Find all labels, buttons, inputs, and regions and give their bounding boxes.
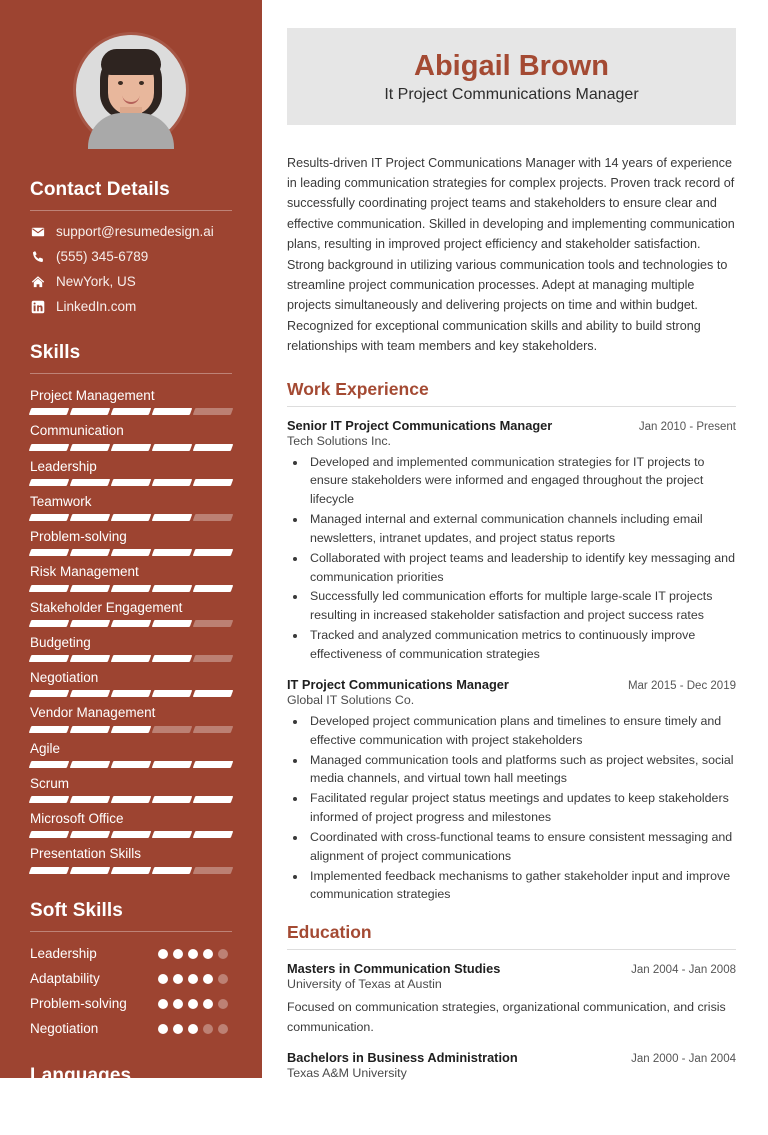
list-item: • Developed project communication plans and timelines to ensure timely and effective communication with project stakeholders [307,712,736,750]
rating-dot [218,949,228,959]
skill-level-segment [70,549,111,556]
skill-item [30,387,232,415]
skill-level-bar [29,549,234,556]
skill-level-segment [193,796,234,803]
skill-level-segment [152,585,193,592]
skill-level-segment [70,867,111,874]
skill-level-segment [29,479,70,486]
skill-level-segment [152,690,193,697]
skill-level-segment [152,549,193,556]
list-item: • Managed internal and external communication channels including email newsletters, intranet updates, and project status reports [307,510,736,548]
work-experience-section [287,379,736,905]
entry-title: Masters in Communication Studies [287,961,501,977]
rating-dot [203,949,213,959]
skill-level-bar [29,620,234,627]
languages-tag-list [30,1110,232,1135]
skill-level-segment [111,796,152,803]
envelope-icon [30,224,45,239]
skill-level-segment [70,479,111,486]
contact-divider [30,210,232,211]
skill-level-segment [29,831,70,838]
soft-skill-row [30,1020,232,1038]
list-item: • Managed communication tools and platforms such as project websites, social media channels, and virtual town hall meetings [307,751,736,789]
skill-level-segment [111,585,152,592]
rating-dot [173,974,183,984]
list-item: • Facilitated regular project status meetings and updates to keep stakeholders informed of project progress and milestones [307,789,736,827]
skill-level-segment [29,867,70,874]
skill-label: Negotiation [30,670,99,686]
skill-level-bar [29,479,234,486]
rating-dot [218,974,228,984]
rating-dot [203,999,213,1009]
skill-level-bar [29,796,234,803]
languages-heading: Languages [30,1064,132,1086]
skill-level-segment [152,761,193,768]
name-banner [287,28,736,125]
skill-item [30,704,232,732]
skill-level-segment [70,655,111,662]
skill-item [30,422,232,450]
home-icon [30,274,45,289]
education-entries [287,961,736,1079]
skill-level-segment [29,761,70,768]
resume-entry [287,1050,736,1080]
skill-label: Stakeholder Engagement [30,599,183,615]
skill-level-segment [152,796,193,803]
entry-title: IT Project Communications Manager [287,676,509,692]
skill-level-bar [29,585,234,592]
entry-header [287,961,736,976]
skill-label: Project Management [30,388,155,403]
skill-level-segment [29,690,70,697]
skill-item [30,458,232,486]
skill-level-segment [70,796,111,803]
rating-dot [188,1024,198,1034]
soft-skill-row [30,995,232,1013]
skill-label: Problem-solving [30,529,127,545]
skill-level-segment [193,585,234,592]
skill-level-segment [152,514,193,521]
list-item: • Coordinated with cross-functional teams to ensure consistent messaging and alignment of project communications [307,828,736,866]
skill-level-segment [152,620,193,627]
avatar-eye-right-icon [139,81,144,85]
skill-level-segment [29,408,70,415]
soft-skill-label: Negotiation [30,1021,99,1037]
skill-level-segment [193,761,234,768]
skill-level-segment [70,408,111,415]
rating-dot [173,999,183,1009]
skill-level-segment [70,831,111,838]
skill-level-segment [111,761,152,768]
skill-level-segment [70,444,111,451]
skill-level-segment [70,761,111,768]
skills-divider [30,373,232,374]
skill-level-segment [111,408,152,415]
work-experience-entries [287,418,736,905]
contact-item-phone[interactable] [30,249,232,264]
avatar-body-icon [88,113,174,149]
skill-level-bar [29,831,234,838]
skill-level-segment [29,655,70,662]
phone-icon [30,249,45,264]
list-item: • Implemented feedback mechanisms to gather stakeholder input and improve communication strategies [307,867,736,905]
professional-summary: Results-driven IT Project Communications Manager with 14 years of experience in leading communication strategies for complex projects. Proven track record of successfully coordinating project teams and stakeholders to ensure clear and effective communication. Skilled in developing and implementing communication plans, resulting in improved project efficiency and stakeholder satisfaction. Strong background in utilizing various communication tools and technologies to streamline project communication processes. Adept at managing multiple projects simultaneously and delivering projects on time and within budget. Recognized for exceptional communication skills and ability to build strong relationships with team members and key stakeholders. [287,155,735,354]
contact-item-email[interactable] [30,224,232,239]
soft-skill-label: Adaptability [30,970,100,986]
entry-date-range: Jan 2004 - Jan 2008 [631,964,736,977]
skill-item [30,775,232,803]
skill-level-segment [193,831,234,838]
work-experience-heading: Work Experience [287,378,429,399]
skill-level-segment [193,408,234,415]
job-title: It Project Communications Manager [384,86,639,104]
contact-item-location[interactable] [30,274,232,289]
soft-skill-rating [158,945,232,959]
soft-skill-rating [158,1020,232,1034]
skill-level-segment [111,867,152,874]
skill-level-segment [193,690,234,697]
entry-title: Bachelors in Business Administration [287,1049,518,1065]
skill-level-segment [193,726,234,733]
soft-skill-rating [158,995,232,1009]
skill-level-segment [152,479,193,486]
skill-level-bar [29,761,234,768]
skill-level-bar [29,867,234,874]
entry-header [287,677,736,692]
skill-item [30,599,232,627]
skill-level-segment [111,620,152,627]
skill-label: Teamwork [30,493,92,509]
list-item: • Tracked and analyzed communication metrics to continuously improve effectiveness of communication strategies [307,626,736,664]
skill-level-segment [193,655,234,662]
contact-location-text: NewYork, US [56,274,136,289]
rating-dot [203,974,213,984]
entry-date-range: Jan 2010 - Present [638,420,736,433]
list-item: • Developed and implemented communication strategies for IT projects to ensure stakeholders were informed and engaged throughout the project lifecycle [307,453,736,510]
education-divider [287,949,736,950]
soft-skills-heading: Soft Skills [30,899,123,921]
skill-level-segment [111,831,152,838]
skill-level-bar [29,655,234,662]
resume-entry [287,961,736,1036]
entry-header [287,1050,736,1065]
skills-heading: Skills [30,342,81,363]
skill-level-bar [29,726,234,733]
skill-item [30,563,232,591]
rating-dot [158,1024,168,1034]
contact-item-linkedin[interactable] [30,299,232,314]
skill-level-segment [70,690,111,697]
soft-skills-section [30,900,232,1039]
skill-level-segment [70,514,111,521]
rating-dot [218,1024,228,1034]
skill-label: Vendor Management [30,705,156,721]
rating-dot [173,949,183,959]
entry-date-range: Jan 2000 - Jan 2004 [631,1052,736,1065]
contact-linkedin-text: LinkedIn.com [56,299,137,314]
entry-bullet-list [287,712,736,904]
avatar-container [30,35,232,145]
rating-dot [218,999,228,1009]
skill-item [30,740,232,768]
entry-header [287,418,736,433]
rating-dot [158,974,168,984]
skill-item [30,810,232,838]
skill-level-segment [29,444,70,451]
skill-level-segment [152,655,193,662]
resume-entry [287,418,736,664]
skill-label: Microsoft Office [30,811,124,827]
skill-level-segment [111,655,152,662]
contact-list [30,224,232,314]
linkedin-icon [30,299,45,314]
skill-level-segment [70,585,111,592]
skill-level-segment [193,444,234,451]
skill-level-segment [111,549,152,556]
skill-level-segment [152,408,193,415]
skill-level-segment [29,726,70,733]
skill-level-bar [29,444,234,451]
soft-skill-rating [158,970,232,984]
skill-label: Leadership [30,458,97,474]
skill-level-segment [193,549,234,556]
skill-item [30,634,232,662]
skill-level-segment [111,514,152,521]
skill-level-bar [29,690,234,697]
skill-level-segment [193,867,234,874]
rating-dot [188,999,198,1009]
entry-organization: Global IT Solutions Co. [287,692,415,707]
entry-date-range: Mar 2015 - Dec 2019 [627,679,736,692]
skill-label: Risk Management [30,564,139,580]
skill-level-segment [152,444,193,451]
soft-skills-list [30,945,232,1039]
soft-skill-row [30,970,232,988]
soft-skill-label: Leadership [30,945,97,961]
skill-level-segment [29,620,70,627]
skill-level-segment [70,726,111,733]
skill-item [30,528,232,556]
work-experience-divider [287,406,736,407]
avatar-eye-left-icon [118,81,123,85]
education-heading: Education [287,922,372,943]
skill-label: Communication [30,423,124,439]
skill-level-segment [152,726,193,733]
skill-level-segment [193,514,234,521]
entry-organization: University of Texas at Austin [287,977,442,992]
education-section [287,922,736,1079]
skill-level-segment [29,514,70,521]
skill-level-bar [29,408,234,415]
skill-label: Budgeting [30,634,91,650]
entry-description: Focused on communication strategies, organizational communication, and crisis communication. [287,1000,726,1034]
languages-divider [30,1096,232,1097]
contact-email-text: support@resumedesign.ai [56,224,214,239]
soft-skill-row [30,945,232,963]
avatar-fringe-icon [101,49,161,75]
skills-list [30,387,232,874]
skill-level-segment [111,479,152,486]
list-item: • Collaborated with project teams and leadership to identify key messaging and communication priorities [307,549,736,587]
skill-level-segment [29,585,70,592]
skill-item [30,493,232,521]
entry-organization: Tech Solutions Inc. [287,433,392,448]
entry-bullet-list [287,453,736,664]
language-tag: English [30,1110,95,1135]
skill-level-segment [29,549,70,556]
skill-level-bar [29,514,234,521]
skill-label: Presentation Skills [30,846,142,862]
soft-skills-divider [30,931,232,932]
skill-level-segment [111,444,152,451]
rating-dot [188,949,198,959]
rating-dot [158,999,168,1009]
skill-level-segment [193,479,234,486]
skill-level-segment [70,620,111,627]
rating-dot [203,1024,213,1034]
resume-entry [287,677,736,904]
main-content [262,0,768,1078]
skill-item [30,669,232,697]
rating-dot [158,949,168,959]
skill-level-segment [29,796,70,803]
sidebar [0,0,262,1130]
skill-level-segment [152,867,193,874]
page-title: Abigail Brown [414,50,609,82]
skill-label: Agile [30,740,61,756]
contact-details-heading: Contact Details [30,179,170,200]
rating-dot [173,1024,183,1034]
contact-details-section [30,179,232,314]
rating-dot [188,974,198,984]
skill-level-segment [111,690,152,697]
skill-item [30,845,232,873]
skill-level-segment [193,620,234,627]
skills-section [30,342,232,874]
avatar [76,35,186,145]
language-tag: Spanish [102,1110,171,1135]
entry-organization: Texas A&M University [287,1065,407,1080]
skill-label: Scrum [30,775,70,791]
contact-phone-text: (555) 345-6789 [56,249,149,264]
entry-title: Senior IT Project Communications Manager [287,417,553,433]
skill-level-segment [111,726,152,733]
list-item: • Successfully led communication efforts for multiple large-scale IT projects resulting in increased stakeholder satisfaction and project success rates [307,587,736,625]
soft-skill-label: Problem-solving [30,996,127,1012]
skill-level-segment [152,831,193,838]
languages-section [30,1065,232,1135]
